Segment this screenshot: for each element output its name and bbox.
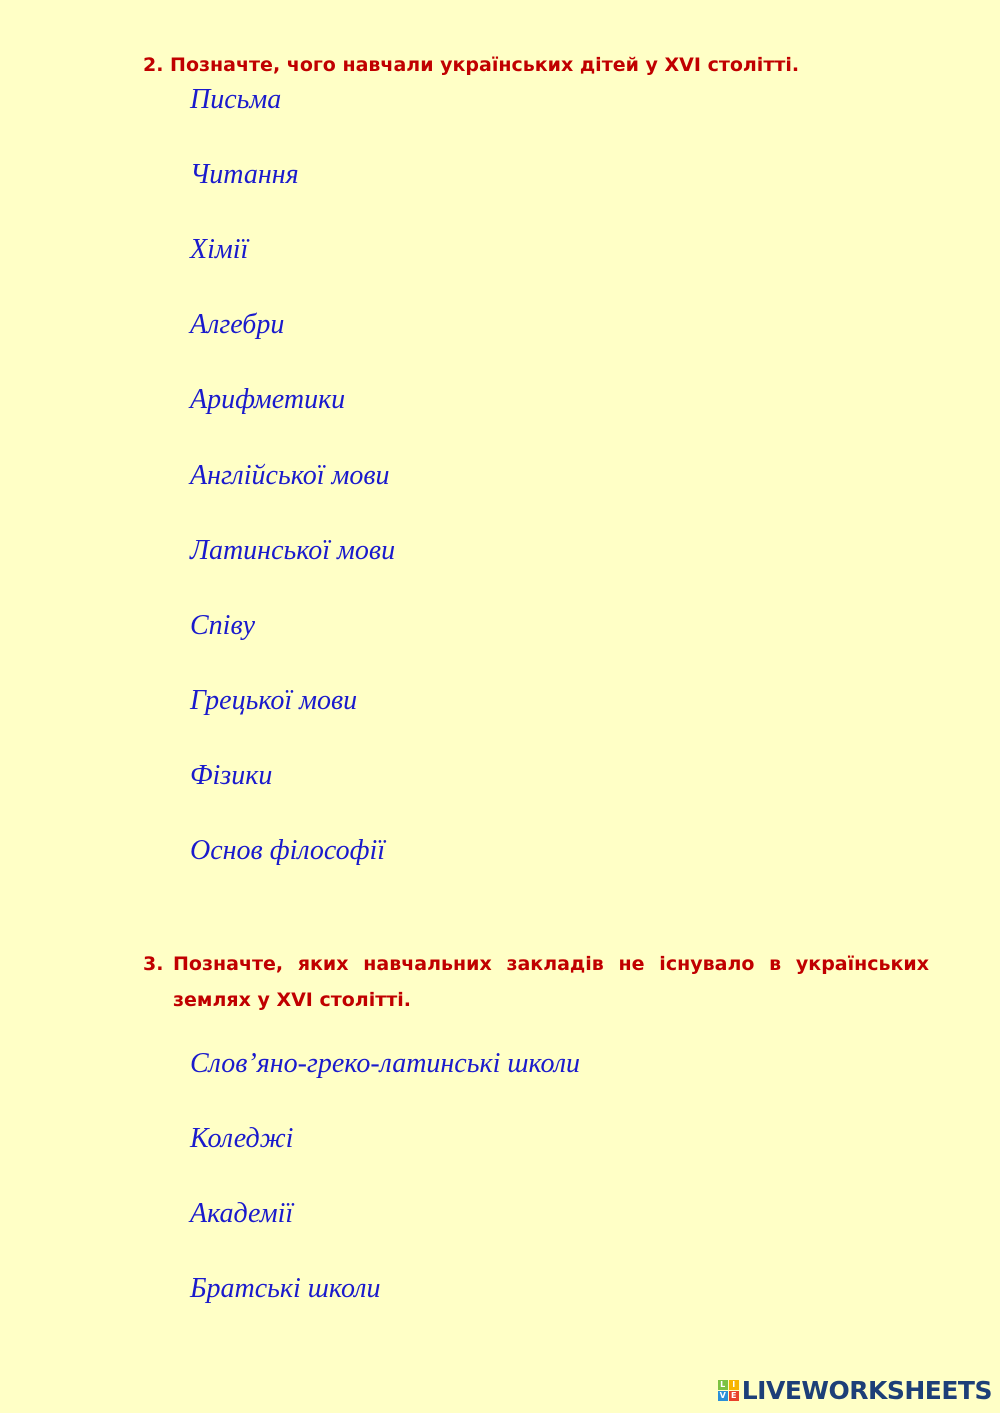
answer-option[interactable]: Братські школи xyxy=(190,1273,381,1304)
answer-option[interactable]: Письма xyxy=(190,84,282,115)
question-3-title xyxy=(143,946,929,1018)
answer-option[interactable]: Читання xyxy=(190,159,299,191)
answer-option[interactable]: Англійської мови xyxy=(190,459,390,491)
answer-option[interactable]: Алгебри xyxy=(190,309,285,341)
logo-cubes-icon: L I V E xyxy=(718,1380,739,1401)
logo-text: LIVEWORKSHEETS xyxy=(741,1376,992,1405)
question-2-title: 2. Позначте, чого навчали українських дітей у XVI столітті. xyxy=(143,54,800,76)
answer-option[interactable]: Грецької мови xyxy=(190,684,358,716)
answer-option[interactable]: Арифметики xyxy=(190,384,346,416)
question-3-text: Позначте, яких навчальних закладів не існувало в українських землях у XVI столітті. xyxy=(173,953,929,1011)
answer-option[interactable]: Співу xyxy=(190,609,256,641)
answer-option[interactable]: Латинської мови xyxy=(190,534,396,566)
question-3-number: 3. xyxy=(143,953,164,975)
answer-option[interactable]: Хімії xyxy=(190,234,249,266)
answer-option[interactable]: Основ філософії xyxy=(190,835,386,866)
answer-option[interactable]: Слов’яно-греко-латинські школи xyxy=(190,1048,581,1079)
answer-option[interactable]: Фізики xyxy=(190,759,273,791)
answer-option[interactable]: Коледжі xyxy=(190,1123,294,1154)
liveworksheets-logo xyxy=(718,1376,992,1405)
answer-option[interactable]: Академії xyxy=(190,1198,294,1229)
